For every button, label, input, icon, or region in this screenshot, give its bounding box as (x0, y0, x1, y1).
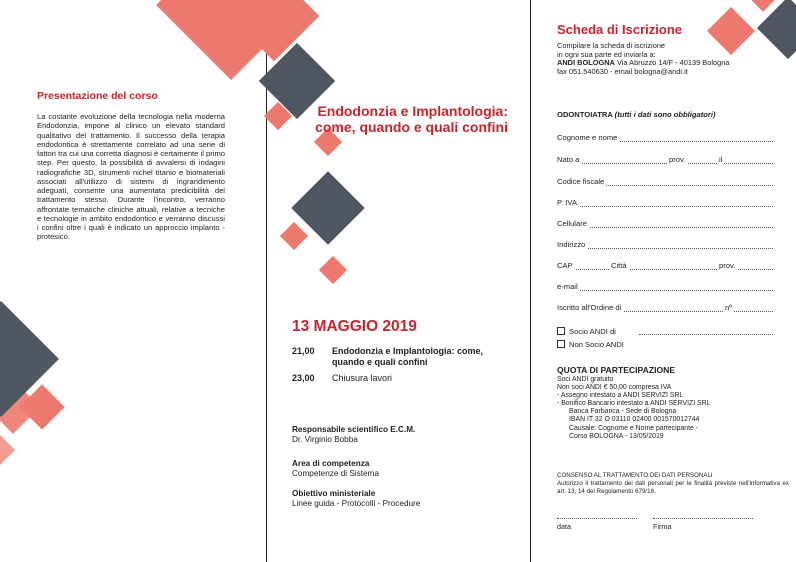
field-line (557, 206, 773, 207)
deco-square (750, 0, 775, 12)
intro-line: Compilare la scheda di iscrizione (557, 41, 666, 50)
address-field[interactable] (557, 240, 773, 250)
field-label: Città (611, 261, 627, 270)
deco-square (319, 256, 347, 284)
signature-field[interactable] (653, 518, 753, 531)
responsible-label: Responsabile scientifico E.C.M. (292, 425, 416, 434)
checkbox-icon (557, 327, 565, 335)
field-label: Iscritto all'Ordine di (557, 303, 622, 312)
quota-line: - Bonifico Bancario intestato a ANDI SERVIZI SRL (557, 400, 711, 408)
order-field[interactable] (557, 303, 773, 313)
socio-label: Socio ANDI di (569, 327, 616, 336)
quota-line: Causale: Cognome e Nome partecipante - (569, 424, 699, 432)
field-label: Nato a (557, 155, 580, 164)
odontoiatra-heading (557, 110, 715, 119)
quota-line: IBAN IT 32 O 03110 02400 001570012744 (569, 416, 700, 424)
mobile-field[interactable] (557, 219, 773, 229)
cap-city-field[interactable] (557, 261, 773, 271)
field-label: P. IVA (557, 198, 577, 207)
field-line (557, 518, 637, 519)
field-line (557, 248, 773, 249)
course-presentation-text: La costante evoluzione della tecnologia nella moderna Endodonzia, impone al clinico un elevato standard qualitativo del trattamento. Il successo della terapia endodontica è strettamente correlato ad una serie di fattori tra cui una corretta diagnosi è certamente il primo step. Per questo, la possibilità di avvalersi di indagini radiografiche 3D, strumenti nichel titanio e biomateriali associati all'utilizzo di sistemi di ingrandimento adeguati, consente una aumentata predicibilità del trattamento stesso. Durante l'incontro, verranno affrontate tematiche cliniche attuali, relative a tecniche e tecnologie in ambito endodontico e verranno discussi i confini oltre i quali è indicato un approccio implanto - protesico. (37, 112, 225, 242)
area-value: Competenze di Sistema (292, 469, 379, 478)
field-label: CAP (557, 261, 573, 270)
vat-field[interactable] (557, 198, 773, 208)
quota-heading: QUOTA DI PARTECIPAZIONE (557, 365, 676, 375)
odontoiatra-label: ODONTOIATRA (557, 110, 613, 119)
tax-code-field[interactable] (557, 177, 773, 187)
area-block (292, 459, 379, 479)
signature-label: Firma (653, 522, 672, 531)
field-line (639, 334, 773, 335)
consent-text: Autorizzo il trattamento dei dati personali per le finalità previste nell'informativa ex art. 13, 14 del Regolamento 679/16. (557, 480, 789, 495)
quota-line: Corso BOLOGNA - 13/05/2019 (569, 432, 664, 440)
org-contacts: fax 051.540630 - email bologna@andi.it (557, 66, 688, 76)
program-item (292, 373, 512, 385)
course-title: Endodonzia e Implantologia: come, quando e quali confini (315, 103, 508, 135)
objective-label: Obiettivo ministeriale (292, 489, 376, 498)
right-panel (530, 0, 796, 562)
objective-block (292, 489, 420, 509)
quota-line: Banca Farbanca - Sede di Bologna (569, 408, 677, 416)
program-time: 21,00 (292, 346, 315, 356)
field-line (557, 269, 773, 270)
date-label: data (557, 522, 571, 531)
field-line (653, 518, 753, 519)
field-line (557, 290, 773, 291)
responsible-block (292, 425, 415, 445)
quota-line: Soci ANDI gratuito (557, 376, 614, 383)
name-field[interactable] (557, 133, 773, 143)
form-intro (557, 42, 787, 76)
field-label: nº (725, 303, 732, 312)
field-label: prov. (669, 155, 686, 164)
birth-field[interactable] (557, 155, 773, 165)
field-label: il (719, 155, 723, 164)
odontoiatra-note: (tutti i dati sono obbligatori) (614, 110, 716, 119)
field-label: e-mail (557, 282, 578, 291)
responsible-value: Dr. Virginio Bobba (292, 435, 358, 444)
middle-panel (266, 0, 530, 562)
email-field[interactable] (557, 282, 773, 292)
field-label: Cognome e nome (557, 133, 618, 142)
event-date: 13 MAGGIO 2019 (292, 318, 417, 335)
form-title: Scheda di Iscrizione (557, 22, 682, 37)
area-label: Area di competenza (292, 459, 370, 468)
non-socio-label: Non Socio ANDI (569, 340, 624, 349)
program-time: 23,00 (292, 373, 315, 383)
section-heading: Presentazione del corso (37, 90, 158, 102)
quota-details (557, 376, 789, 441)
quota-line: - Assegno intestato a ANDI SERVIZI SRL (557, 392, 684, 400)
consent-heading: CONSENSO AL TRATTAMENTO DEI DATI PERSONALI (557, 472, 713, 479)
field-label: Indirizzo (557, 240, 586, 249)
deco-square (0, 433, 15, 467)
field-line (557, 163, 773, 164)
program-text: Chiusura lavori (332, 373, 393, 383)
field-label: Cellulare (557, 219, 587, 228)
program-item (292, 346, 512, 368)
left-panel (0, 0, 266, 562)
objective-value: Linee guida - Protocolli - Procedure (292, 499, 421, 508)
deco-square (280, 222, 308, 250)
non-socio-checkbox[interactable] (557, 340, 624, 349)
field-line (557, 227, 773, 228)
date-signature-field[interactable] (557, 518, 637, 531)
program-text: Endodonzia e Implantologia: come, quando e quali confini (332, 346, 484, 367)
field-label: Codice fiscale (557, 177, 605, 186)
org-name: ANDI BOLOGNA (557, 58, 615, 68)
field-label: prov. (719, 261, 736, 270)
socio-checkbox[interactable] (557, 327, 773, 336)
org-address: Via Abruzzo 14/F - 40139 Bologna (616, 58, 730, 68)
quota-line: Non soci ANDI € 50,00 compresa IVA (557, 384, 672, 392)
checkbox-icon (557, 340, 565, 348)
intro-line: in ogni sua parte ed inviarla a: (557, 49, 656, 59)
